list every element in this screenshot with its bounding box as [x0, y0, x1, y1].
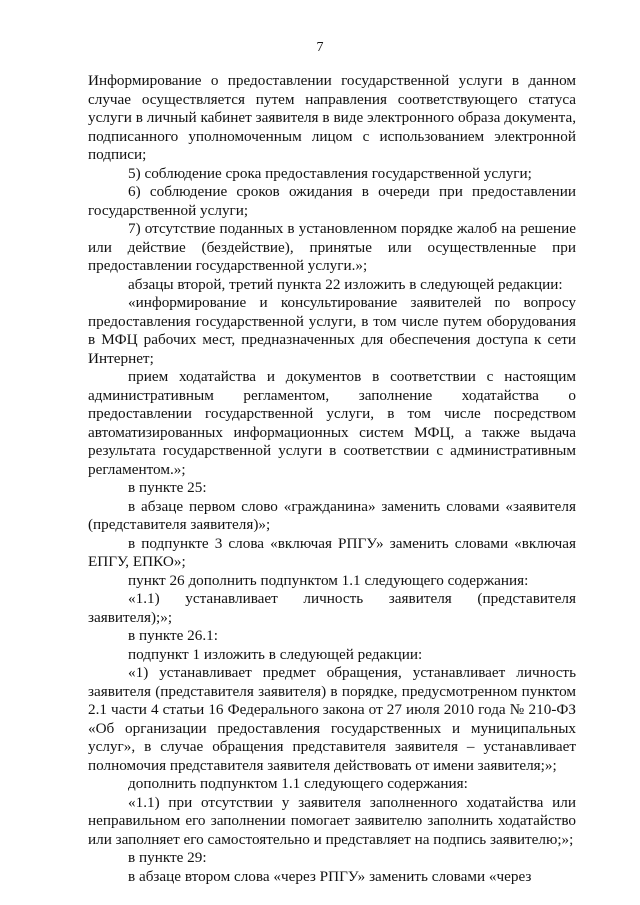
- paragraph: абзацы второй, третий пункта 22 изложить в следующей редакции:: [128, 275, 563, 293]
- paragraph: в пункте 29:: [128, 849, 207, 866]
- paragraph: в абзаце первом слово «гражданина» заменить словами «заявителя (представителя заявителя)»;: [88, 497, 576, 533]
- document-body: [88, 72, 576, 886]
- paragraph: подпункт 1 изложить в следующей редакции:: [128, 645, 423, 663]
- paragraph: прием ходатайства и документов в соответствии с настоящим административным регламентом, заполнение ходатайства о предоставлении государственной услуги, в том числе посредством автоматизированных информационных систем МФЦ, а также выдача результата государственной услуги в соответствии с административным регламентом.»;: [88, 368, 576, 478]
- paragraph: в пункте 26.1:: [128, 627, 218, 644]
- paragraph: «1.1) при отсутствии у заявителя заполненного ходатайства или неправильном его заполнении помогает заявителю заполнить ходатайство или заполняет его самостоятельно и представляет на подпись заявителю;»;: [88, 793, 576, 848]
- paragraph: в подпункте 3 слова «включая РПГУ» заменить словами «включая ЕПГУ, ЕПКО»;: [88, 534, 576, 570]
- paragraph: дополнить подпунктом 1.1 следующего содержания:: [128, 775, 468, 792]
- paragraph: в пункте 25:: [128, 479, 207, 496]
- paragraph: 7) отсутствие поданных в установленном порядке жалоб на решение или действие (бездействие), принятые или осуществленные при предоставлении государственной услуги.»;: [88, 220, 576, 274]
- paragraph: «1.1) устанавливает личность заявителя (представителя заявителя);»;: [88, 590, 576, 626]
- paragraph: «информирование и консультирование заявителей по вопросу предоставления государственной услуги, в том числе путем оборудования в МФЦ рабочих мест, предназначенных для обеспечения доступа к сети Интернет;: [88, 294, 576, 367]
- paragraph: в абзаце втором слова «через РПГУ» заменить словами «через: [128, 867, 532, 885]
- paragraph: Информирование о предоставлении государственной услуги в данном случае осуществляется путем направления соответствующего статуса услуги в личный кабинет заявителя в виде электронного образа документа, подписанного уполномоченным лицом с использованием электронной подписи;: [88, 72, 576, 163]
- paragraph: «1) устанавливает предмет обращения, устанавливает личность заявителя (представителя заявителя) в порядке, предусмотренном пунктом 2.1 части 4 статьи 16 Федерального закона от 27 июля 2010 года № 210-ФЗ «Об организации предоставления государственных и муниципальных услуг», в случае обращения представителя заявителя – устанавливает полномочия представителя заявителя действовать от имени заявителя;»;: [88, 664, 576, 774]
- paragraph: пункт 26 дополнить подпунктом 1.1 следующего содержания:: [128, 571, 529, 589]
- page-number: 7: [316, 40, 324, 55]
- paragraph: 6) соблюдение сроков ожидания в очереди при предоставлении государственной услуги;: [88, 183, 576, 219]
- paragraph: 5) соблюдение срока предоставления государственной услуги;: [128, 164, 532, 182]
